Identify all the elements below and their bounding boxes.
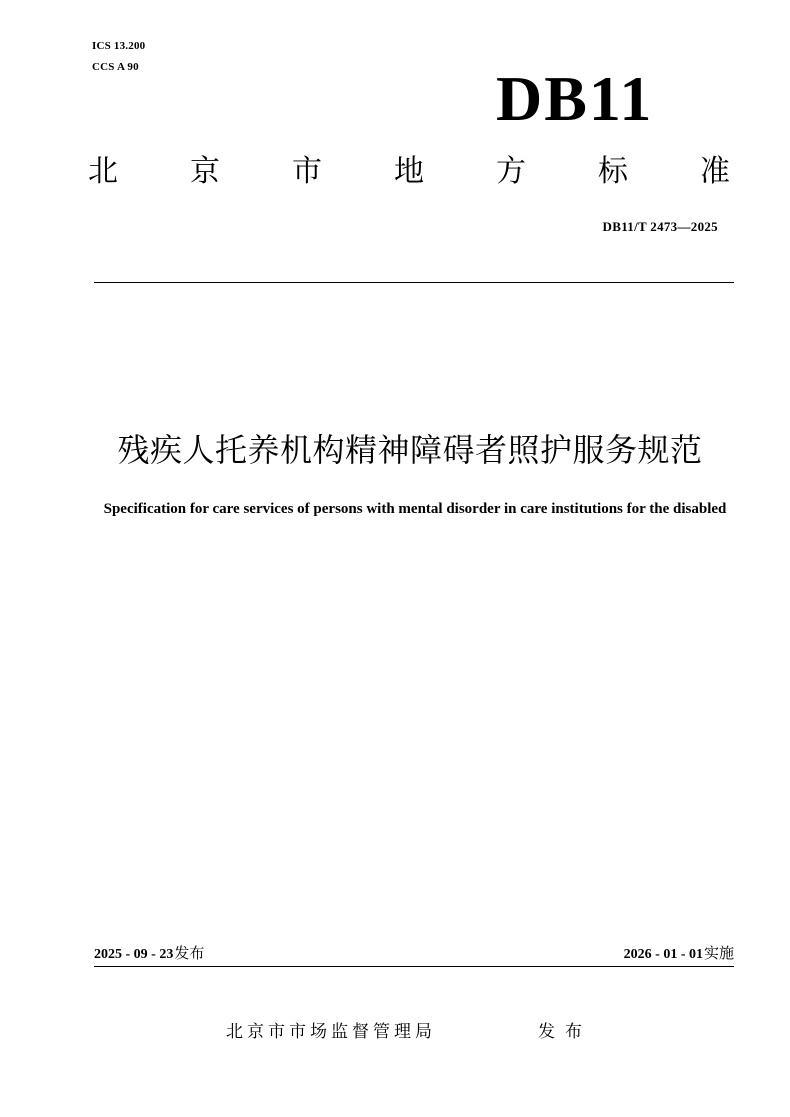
implement-label: 实施 (703, 944, 734, 962)
publisher-name: 北京市市场监督管理局 (226, 1022, 436, 1042)
standard-type-char: 方 (496, 154, 526, 189)
implement-date-line (624, 944, 734, 964)
standard-type-char: 标 (598, 154, 628, 189)
document-title-chinese: 残疾人托养机构精神障碍者照护服务规范 (117, 431, 703, 469)
standard-type-char: 地 (394, 154, 424, 189)
publish-label: 发布 (538, 1022, 592, 1042)
footer-divider (94, 966, 734, 967)
standard-type-char: 准 (700, 154, 730, 189)
ics-code: ICS 13.200 (92, 40, 146, 52)
standard-type-char: 北 (88, 154, 118, 189)
standard-type-char: 京 (190, 154, 220, 189)
issue-date-line (94, 944, 204, 964)
implement-date: 2026 - 01 - 01 (623, 947, 703, 962)
issue-date: 2025 - 09 - 23 (94, 947, 174, 962)
standard-type-char: 市 (292, 154, 322, 189)
standard-type-heading (88, 150, 730, 194)
header-divider (94, 282, 734, 283)
standard-number: DB11/T 2473—2025 (602, 219, 718, 234)
issue-label: 发布 (174, 944, 205, 962)
ccs-code: CCS A 90 (92, 61, 139, 73)
standard-code-logo: DB11 (496, 63, 654, 134)
document-title-english: Specification for care services of persons with mental disorder in care institutions for the disabled (103, 501, 727, 517)
